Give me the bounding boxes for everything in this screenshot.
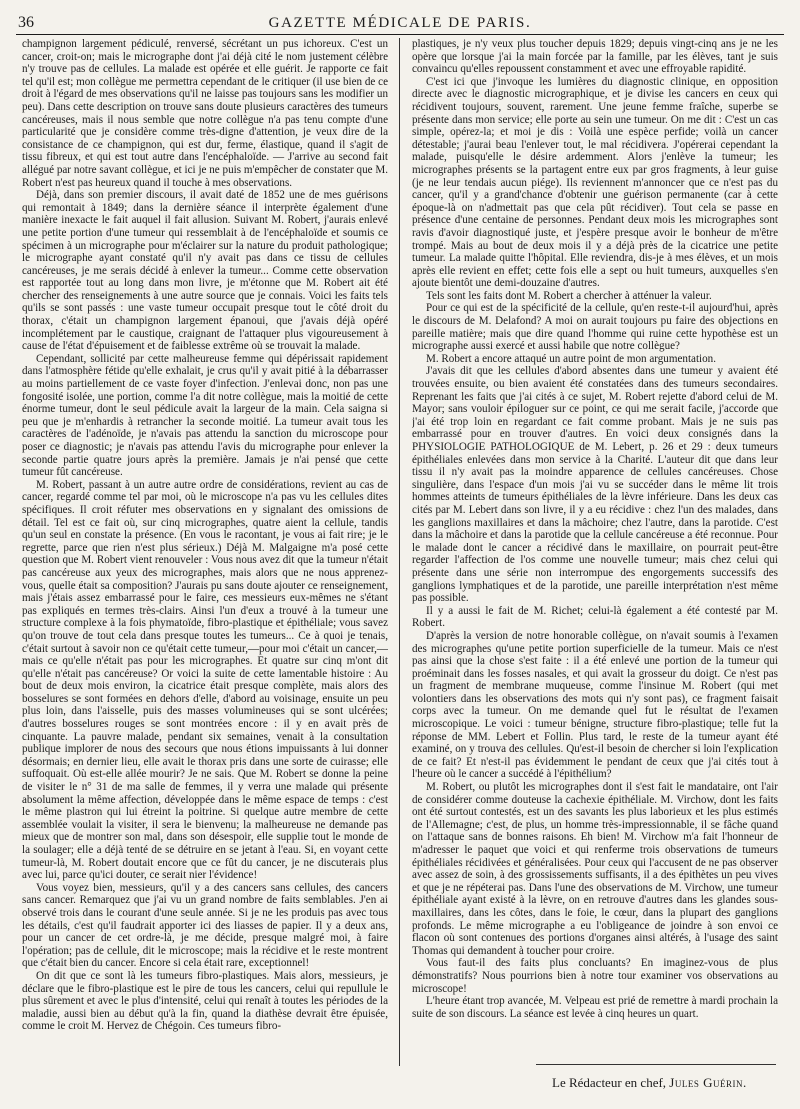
right-paragraph-7: Il y a aussi le fait de M. Richet; celui-là également a été contesté par M. Robert. [412,604,778,630]
left-paragraph-4: M. Robert, passant à un autre autre ordre de considérations, revient au cas de cancer, regardé comme tel par moi, où le microscope n'a pas vu les cellules dites spécifiques. Il croit réfuter mes observations en y signalant des omissions de détail. Tel est ce fait où, sur cinq micrographes, quatre aient la cellule, tandis qu'un seul en constate la présence. (En vous le racontant, je vous ai fait rire; je le regrette, parce que rien n'est plus sérieux.) Déjà M. Malgaigne m'a posé cette question que M. Robert vient renouveler : Vous nous avez dit que la tumeur n'était pas cancéreuse aux yeux des micrographes, mais alors que ne nous apprenez-vous, quelle était sa composition? J'aurais pu sans doute ajouter ce renseignement, mais j'étais assez embarrassé pour le faire, ces messieurs eux-mêmes ne s'étant pas expliqués en termes très-clairs. Ainsi l'un d'eux a trouvé à la tumeur une structure complexe à la fois phymatoïde, fibro-plastique et épithéliale; vous savez qu'on trouve de tout cela dans presque toutes les tumeurs... Ce à quoi je tenais, c'était surtout à savoir non ce qu'était cette tumeur,—pour moi c'était un cancer,—mais ce qu'elle n'était pas pour les micrographes. Et quatre sur cinq m'ont dit qu'elle n'était pas cancéreuse? Or voici la suite de cette lamentable histoire : Au bout de deux mois environ, la cicatrice était presque complète, mais alors des bosselures se sont formées en dehors d'elle, d'abord au voisinage, ensuite un peu plus loin, dans l'aisselle, puis des masses volumineuses qui se sont ulcérées; d'autres bosselures rouges se sont montrées encore : il y en avait près de cinquante. La pauvre malade, pendant six semaines, venait à la consultation publique implorer de nous des secours que nous étions impuissants à lui donner désormais; en dernier lieu, elle avait le thorax pris dans une sorte de cuirasse; elle suffoquait. Où est-elle allée mourir? Je ne sais. Que M. Robert se donne la peine de visiter le n° 31 de ma salle de femmes, il y verra une malade qui présente absolument la même affection, développée dans le même espace de temps : c'est le même plastron qui lui étreint la poitrine. Si quelque autre membre de cette assemblée voulait la visiter, il sera le bienvenu; la malheureuse ne demande pas mieux que de montrer son mal, dans son désespoir, elle supplie tout le monde de la soulager; elle a déjà tenté de se détruire en se jetant à l'eau. Si, en voyant cette tumeur-là, M. Robert doutait encore que ce fût du cancer, je ne discuterais plus avec lui, parce qu'ici douter, ce serait nier l'évidence! [22,478,388,882]
page-header [16,4,784,35]
right-column [412,38,778,1058]
right-paragraph-10: Vous faut-il des faits plus concluants? En imaginez-vous de plus démonstratifs? Nous pourrions bien à notre tour examiner vos observations au microscope! [412,957,778,995]
column-divider [399,38,400,1066]
left-paragraph-3: Cependant, sollicité par cette malheureuse femme qui dépérissait rapidement dans l'atmosphère fétide qu'elle exhalait, je crus qu'il y avait pitié à la débarrasser au moins partiellement de ce vaste foyer d'infection. J'enlevai donc, non pas une fongosité isolée, une portion, comme l'a dit notre collègue, mais la moitié de cette énorme tumeur, dont le seul pédicule avait la largeur de la main. Cela saigna si peu que je m'enhardis à retrancher la seconde moitié. La tumeur avait tous les caractères de l'adénoïde, je n'avais pas attendu la sanction du microscope pour poser ce diagnostic; je n'avais pas attendu l'avis du micrographe pour enlever la seconde partie quatre jours après la première. Jamais je n'ai pensé que cette tumeur fût cancéreuse. [22,352,388,479]
left-paragraph-1: champignon largement pédiculé, renversé, sécrétant un pus ichoreux. C'est un cancer, croit-on; mais le micrographe dont j'ai déjà cité le nom justement célèbre n'y trouve pas de cellules. La malade est opérée et elle guérit. Je rapporte ce fait tel qu'il est; mon collègue me permettra cependant de le critiquer (il use bien de ce droit à l'égard de mes observations qu'il ne laisse pas toujours sans les modifier un peu). Dans cette description on trouve sans doute plusieurs caractères des tumeurs cancéreuses, mais il nous semble que notre collègue n'a pas tenu compte d'une particularité que je considère comme très-digne d'attention, je veux dire de la consistance de ce champignon, qui est dur, ferme, élastique, quand il s'agit de tissu fibreux, et qui est tout autre dans l'encéphaloïde. — J'arrive au second fait allégué par notre savant collègue, et ici je ne puis m'empêcher de constater que M. Robert n'est pas heureux quand il touche à mes observations. [22,38,388,189]
right-paragraph-6: J'avais dit que les cellules d'abord absentes dans une tumeur y avaient été trouvées ensuite, ou bien avaient été constatées dans des tumeurs secondaires. Reprenant les faits que j'ai cités à ce sujet, M. Robert rejette d'abord celui de M. Mayor; sans vouloir épiloguer sur ce point, ce qui me serait facile, j'accorde que j'ai été trop loin en regardant ce fait comme probant. Mais je ne suis pas embarrassé pour en trouver d'autres. En voici deux consignés dans la PHYSIOLOGIE PATHOLOGIQUE de M. Lebert, p. 26 et 29 : deux tumeurs épithéliales enlevées dans mon service à la Charité. L'auteur dit que dans leur tissu il n'y avait pas la moindre apparence de cellules cancéreuses. Chose singulière, dans l'espace d'un mois j'ai vu se succéder dans le même lit trois hommes atteints de tumeurs épithéliales de la lèvre inférieure. Dans les deux cas cités par M. Lebert dans son livre, il y a eu récidive : chez l'un des malades, dans les ganglions maxillaires et dans la mâchoire; chez l'autre, dans la parotide. C'est dans la mâchoire et dans la parotide que la cellule cancéreuse a été reconnue. Pour le malade dont le cancer a récidivé dans le maxillaire, on pourrait peut-être regarder l'affection de l'os comme une nouvelle tumeur; mais chez celui qui présente dans une série non interrompue des engorgements successifs des ganglions lymphatiques et de la parotide, une pareille interprétation n'est même pas possible. [412,365,778,605]
left-column [22,38,388,1058]
left-paragraph-6: On dit que ce sont là les tumeurs fibro-plastiques. Mais alors, messieurs, je déclare que le fibro-plastique est le pire de tous les cancers, celui qui repullule le plus sûrement et avec le plus d'intensité, celui qui renaît à toutes les périodes de la maladie, aussi bien au début qu'à la fin, quand la diathèse devrait être épuisée, comme le croit M. Hervez de Chégoin. Ces tumeurs fibro- [22,969,388,1033]
right-paragraph-11: L'heure étant trop avancée, M. Velpeau est prié de remettre à mardi prochain la suite de son discours. La séance est levée à cinq heures un quart. [412,995,778,1020]
editor-signature [552,1075,747,1091]
page-number: 36 [18,14,34,31]
right-paragraph-9: M. Robert, ou plutôt les micrographes dont il s'est fait le mandataire, ont l'air de considérer comme douteuse la cachexie épithéliale. M. Virchow, dont les faits ont été surtout contestés, est un des savants les plus laborieux et les plus estimés de l'Allemagne; c'est, de plus, un homme très-impressionnable, il se fâche quand on l'attaque sans de bonnes raisons. Eh bien! M. Virchow m'a fait l'honneur de m'adresser le paquet que voici et qui renferme trois observations de tumeurs épithéliales récidivées et généralisées. Pour ceux qui l'accusent de ne pas observer avec assez de soin, à des grossissements suffisants, il a des épithètes un peu vives et que je ne répéterai pas. Dans l'une des observations de M. Virchow, une tumeur épithéliale ayant existé à la lèvre, on en retrouve d'autres dans les glandes sous-maxillaires, dans les côtes, dans le foie, le cœur, dans la plupart des ganglions profonds. Le même micrographe a eu l'obligeance de joindre à son envoi ce flacon où sont contenues des portions d'organes ainsi altérés, à l'usage des saint Thomas qui demandent à toucher pour croire. [412,781,778,957]
journal-title: GAZETTE MÉDICALE DE PARIS. [268,15,532,31]
signature-name: Jules Guérin. [669,1075,747,1090]
right-paragraph-1: plastiques, je n'y veux plus toucher depuis 1829; depuis vingt-cinq ans je ne les opère que lorsque j'ai la main forcée par la famille, par les élèves, tant je suis convaincu qu'elles repoussent constamment et avec une effroyable rapidité. [412,38,778,76]
right-paragraph-8: D'après la version de notre honorable collègue, on n'avait soumis à l'examen des micrographes qu'une petite portion superficielle de la tumeur. Mais ce n'est pas ainsi que la chose s'est faite : il a été enlevé une portion de la tumeur qui proéminait dans les fosses nasales, et qui avait la grosseur du doigt. Ce n'est pas un fragment de membrane muqueuse, comme l'insinue M. Robert (qui met volontiers dans les observations des mots qui n'y sont pas), ce fragment faisait corps avec la tumeur. On me demande quel fut le résultat de l'examen microscopique. Le voici : tumeur bénigne, structure fibro-plastique; telle fut la réponse de MM. Lebert et Follin. Plus tard, le reste de la tumeur ayant été examiné, on y trouva des cellules. Qu'est-il besoin de chercher si loin l'explication de ce fait? Et n'est-il pas évidemment le pendant de ceux que j'ai cités tout à l'heure où le cancer a succédé à l'épithélium? [412,629,778,781]
right-paragraph-4: Pour ce qui est de la spécificité de la cellule, qu'en reste-t-il aujourd'hui, après le discours de M. Delafond? A moi on aurait toujours pu faire des objections en pareille matière; mais que dire quand l'homme qui ruine cette hypothèse est un micrographe aussi exercé et aussi habile que notre collègue? [412,302,778,353]
left-paragraph-5: Vous voyez bien, messieurs, qu'il y a des cancers sans cellules, des cancers sans cancer. Remarquez que j'ai vu un grand nombre de faits semblables. J'en ai observé trois dans le courant d'une seule année. Si je ne les produis pas avec tous les détails, c'est qu'il faudrait apporter ici des liasses de papier. Il y a deux ans, pour un cancer de cet ordre-là, je me décide, presque malgré moi, à faire l'opération; pas de cellule, dit le microscope; mais la récidive et le reste montrent que c'était bien du cancer. Encore si cela était rare, exceptionnel! [22,881,388,970]
signature-label: Le Rédacteur en chef, [552,1075,667,1090]
right-paragraph-2: C'est ici que j'invoque les lumières du diagnostic clinique, en opposition directe avec le diagnostic micrographique, et je divise les cancers en ceux qui récidivent toujours, souvent, rarement. Une jeune femme fraîche, superbe se présente dans mon service; elle porte au sein une tumeur. On me dit : C'est un cas simple, opérez-la; et moi je dis : Voilà une espèce perfide; voilà un cancer détestable; j'aurai beau l'enlever tout, le mal récidivera. J'opérerai cependant la malade, puisqu'elle le désire ardemment. Alors j'enlève la tumeur; les micrographes présents se la partagent entre eux par gros fragments, à leur guise (je ne leur tendais aucun piége). Ils reviennent m'annoncer que ce n'est pas du cancer, qu'il y a grand'chance d'obtenir une guérison permanente (car à cette époque-là on n'admettait pas que cela pût récidiver). Tout cela se passe en présence d'une centaine de personnes. Pendant deux mois les micrographes sont ravis d'avoir diagnostiqué juste, et j'espère presque avoir le bonheur de m'être trompé. Mais au bout de deux mois il y a déjà près de la cicatrice une petite tumeur. La malade quitte l'hôpital. Elle reviendra, dis-je à mes élèves, et un mois après elle revient en effet; cette fois elle a sept ou huit tumeurs, auxquelles s'en ajoute bientôt une demi-douzaine d'autres. [412,75,778,290]
signature-rule [536,1064,776,1065]
right-paragraph-5: M. Robert a encore attaqué un autre point de mon argumentation. [426,352,716,365]
right-paragraph-3: Tels sont les faits dont M. Robert a chercher à atténuer la valeur. [426,289,712,302]
left-paragraph-2: Déjà, dans son premier discours, il avait daté de 1852 une de mes guérisons qui remontait à 1849; dans la dernière séance il interprète également d'une manière inexacte le fait auquel il fait allusion. Suivant M. Robert, j'aurais enlevé une petite portion d'une tumeur qui ressemblait à de l'encéphaloïde et soumis ce spécimen à un micrographe pour m'éclairer sur la nature du produit pathologique; le micrographe ayant constaté qu'il n'y avait pas dans ce tissu de cellules cancéreuses, je me serais décidé à enlever la tumeur... Comme cette observation est rapportée tout au long dans mon livre, je m'étonne que M. Robert ait été chercher des renseignements à une autre source que je connais. Voici les faits tels qu'ils se sont passés : une vaste tumeur occupait presque tout le côté droit du thorax, c'était un champignon largement épanoui, que j'avais déjà opéré incomplétement par le caustique, craignant de l'attaquer plus vigoureusement à cause de l'état d'épuisement et de faiblesse extrême où se trouvait la malade. [22,189,388,353]
